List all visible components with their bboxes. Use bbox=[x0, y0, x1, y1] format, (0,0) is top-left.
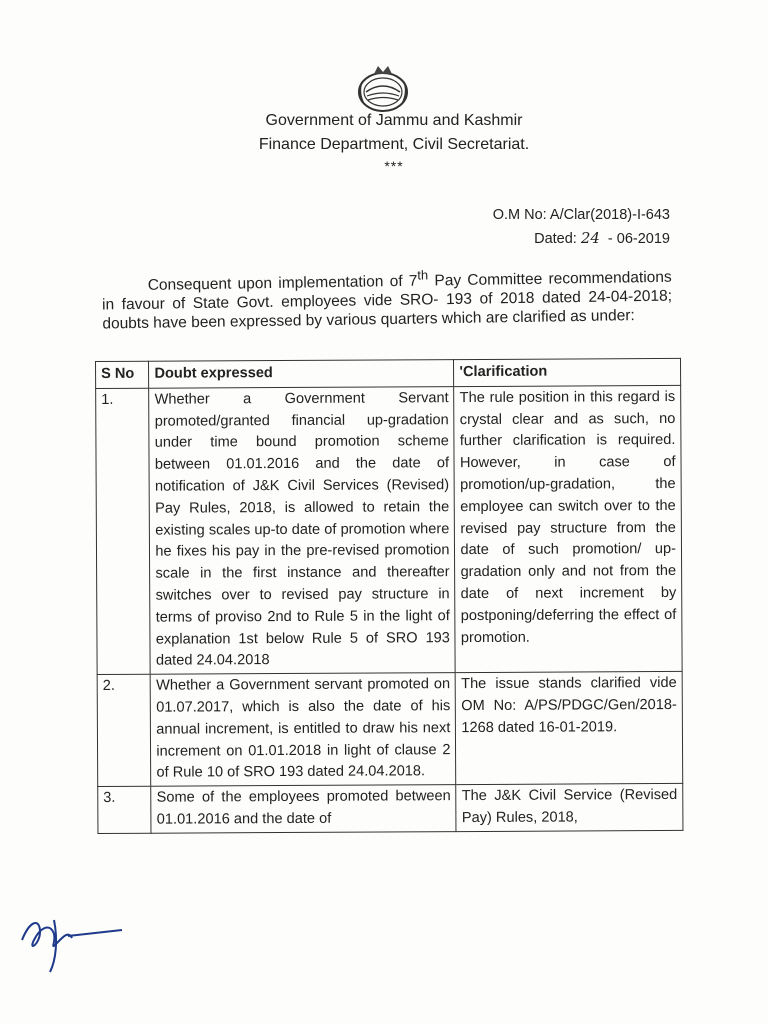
department-title: Finance Department, Civil Secretariat. bbox=[258, 136, 530, 153]
intro-text-a: Consequent upon implementation of 7 bbox=[147, 272, 418, 294]
row-sno: 3. bbox=[98, 786, 152, 833]
om-date-rest: - 06-2019 bbox=[607, 231, 670, 247]
row-clarification: The issue stands clarified vide OM No: A/PS/PDGC/Gen/2018-1268 dated 16-01-2019. bbox=[456, 672, 683, 785]
om-date-day-handwritten: 24 bbox=[580, 229, 600, 247]
row-clarification: The rule position in this regard is crystal clear and as such, no further clarification is required. However, in case of promotion/up-gradation, the employee can switch over to the revised pay structure from the date of such promotion/ up-gradation only and not from the date of next increment by postponing/deferring the effect of promotion. bbox=[454, 385, 682, 673]
intro-paragraph bbox=[102, 262, 673, 334]
state-emblem-icon bbox=[352, 62, 414, 114]
handwritten-signature-icon bbox=[10, 900, 130, 980]
table-header-row bbox=[96, 358, 681, 388]
om-number: O.M No: A/Clar(2018)-I-643 bbox=[492, 207, 670, 223]
column-header-sno: S No bbox=[96, 361, 149, 388]
table-row bbox=[98, 784, 683, 834]
row-sno: 2. bbox=[97, 674, 151, 786]
row-doubt: Some of the employees promoted between 01.01.2016 and the date of bbox=[151, 785, 456, 833]
om-date bbox=[534, 229, 670, 247]
header-asterisks: *** bbox=[384, 158, 404, 174]
row-clarification: The J&K Civil Service (Revised Pay) Rules, 2018, bbox=[456, 784, 683, 832]
intro-text-b: Pay Committee recommendations in favour of State Govt. employees vide SRO- 193 of 2018 dated 24-04-2018; doubts have been expressed by various quarters which are clarified as under: bbox=[101, 268, 673, 333]
row-sno: 1. bbox=[96, 388, 151, 675]
government-title: Government of Jammu and Kashmir bbox=[265, 112, 523, 129]
column-header-clarification: 'Clarification bbox=[454, 358, 681, 386]
om-date-label: Dated: bbox=[534, 231, 577, 247]
column-header-doubt: Doubt expressed bbox=[149, 360, 454, 388]
clarification-table bbox=[95, 358, 683, 834]
row-doubt: Whether a Government servant promoted on 01.07.2017, which is also the date of his annual increment, is entitled to draw his next increment on 01.01.2018 in light of clause 2 of Rule 10 of SRO 193 dated 24.04.2018. bbox=[151, 673, 457, 787]
table-row bbox=[96, 385, 682, 674]
intro-superscript: th bbox=[417, 267, 429, 283]
table-row bbox=[97, 672, 683, 787]
row-doubt: Whether a Government Servant promoted/granted financial up-gradation under time bound promotion scheme between 01.01.2016 and the date of notification of J&K Civil Services (Revised) Pay Rules, 2018, is allowed to retain the existing scales up-to date of promotion where he fixes his pay in the pre-revised promotion scale in the first instance and thereafter switches over to revised pay structure in terms of proviso 2nd to Rule 5 in the light of explanation 1st below Rule 5 of SRO 193 dated 24.04.2018 bbox=[149, 386, 456, 674]
